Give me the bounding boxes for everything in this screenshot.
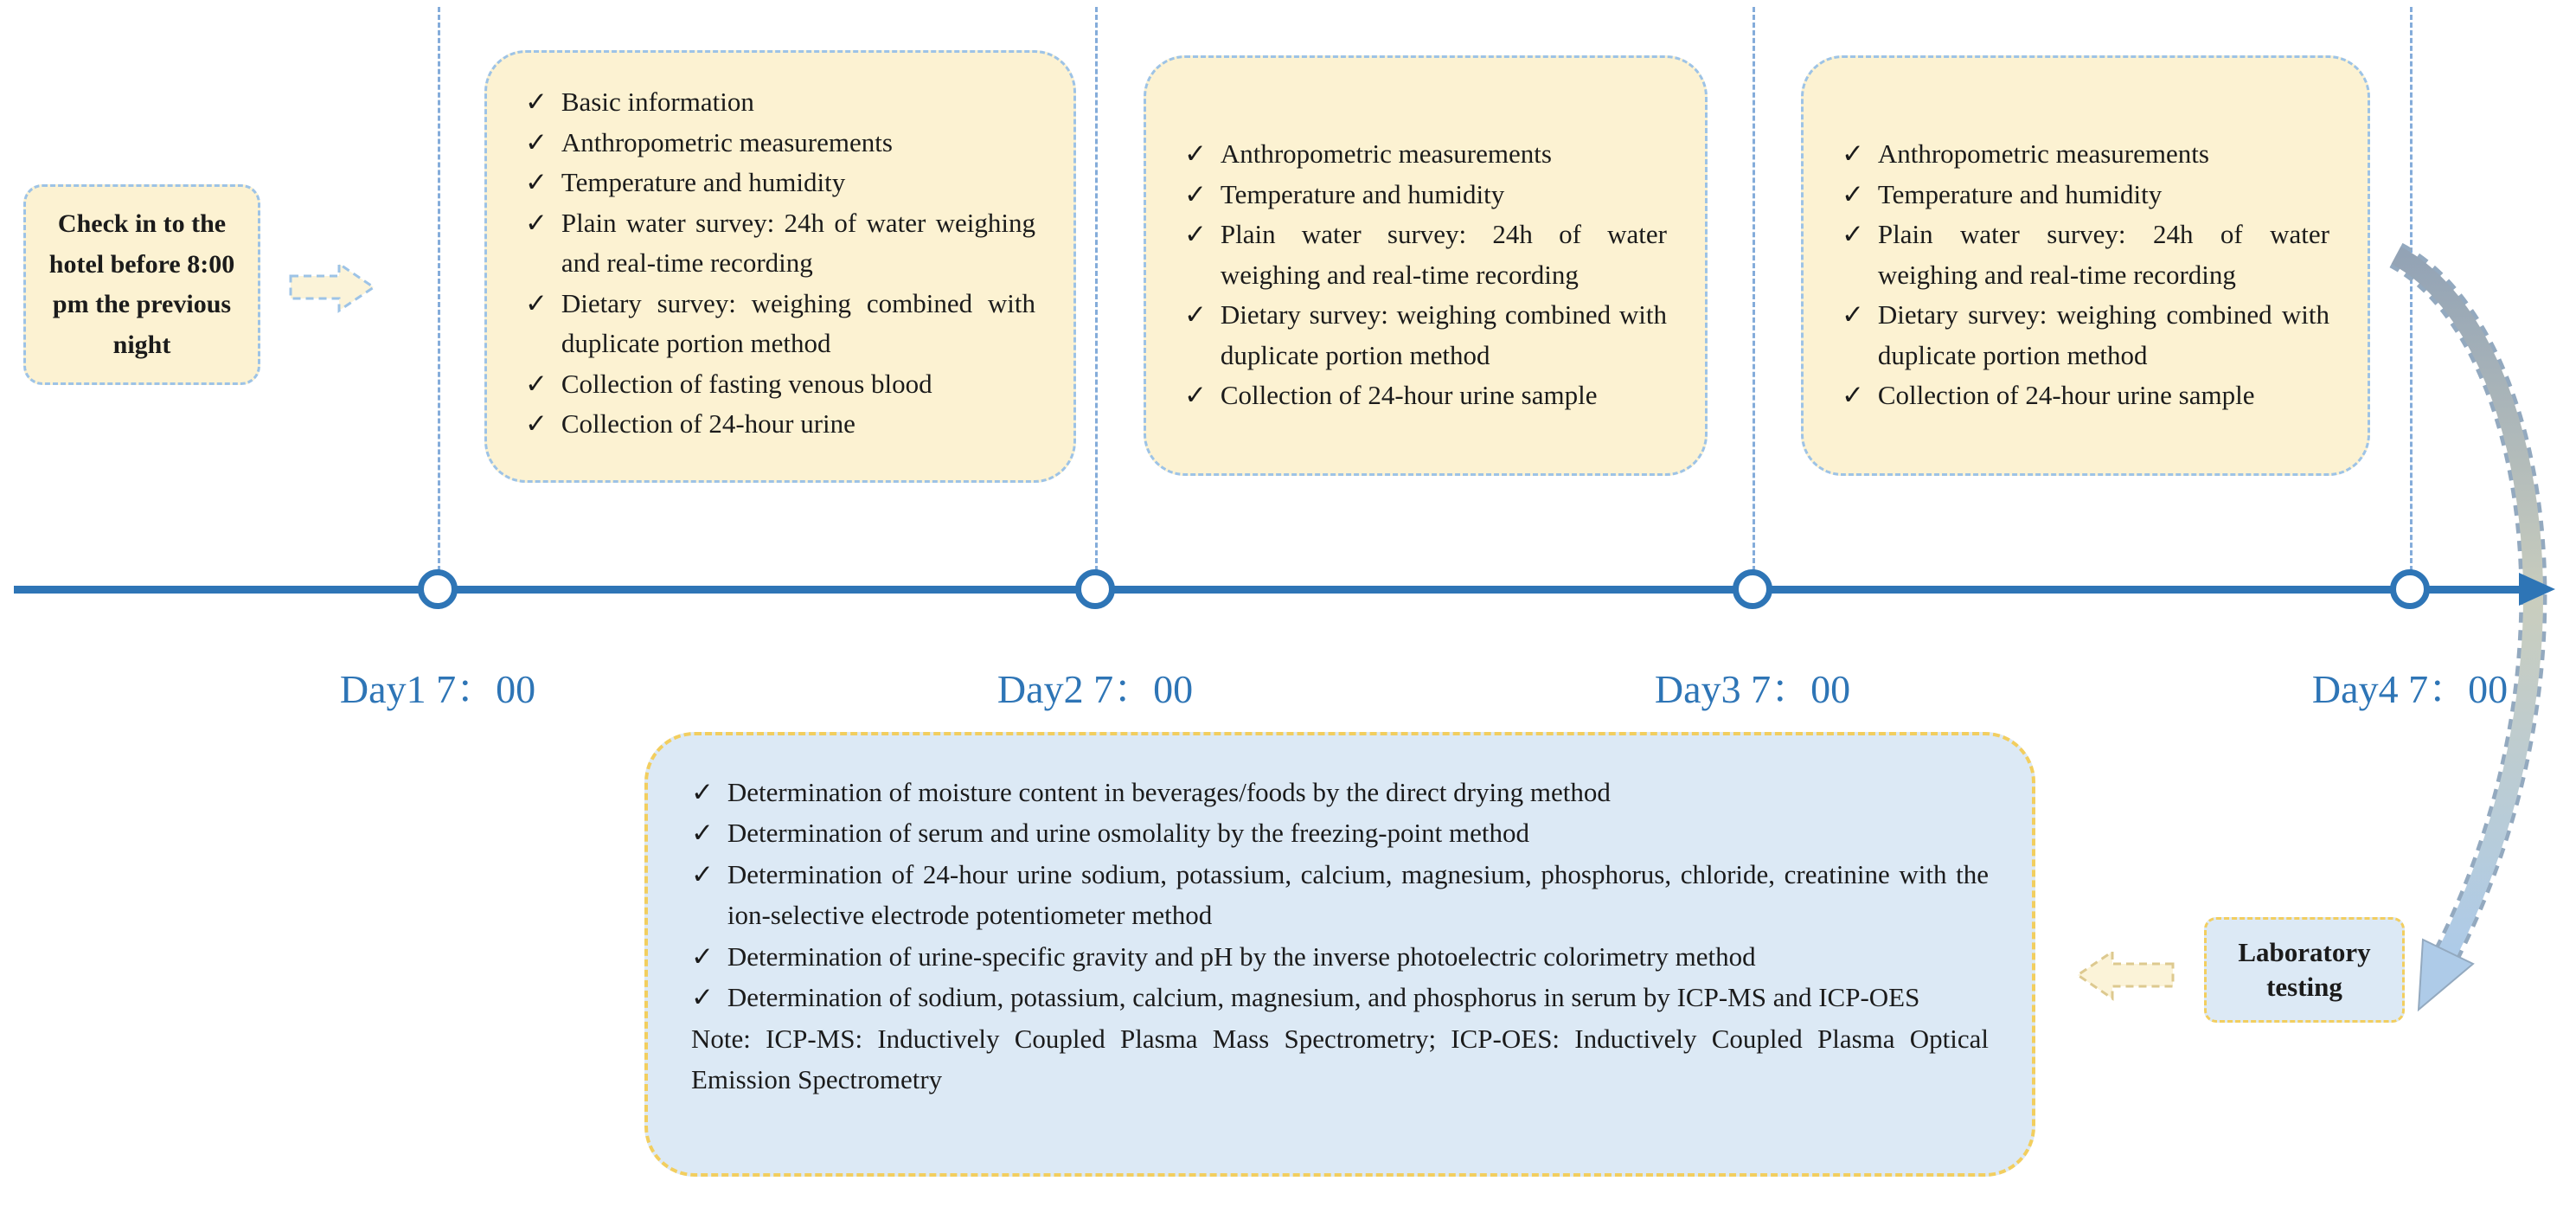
day4-dashed-guide-line	[2410, 7, 2413, 571]
checklist-item	[525, 82, 1035, 123]
day3-dashed-guide-line	[1753, 7, 1755, 571]
day1-label: Day1 7：00	[339, 667, 536, 711]
check-icon: ✓	[1184, 299, 1207, 330]
checklist-item	[1842, 295, 2329, 375]
checklist-item	[1184, 134, 1667, 175]
check-icon: ✓	[691, 777, 714, 807]
checklist-item-text: Anthropometric measurements	[1220, 138, 1552, 169]
laboratory-results-list	[691, 772, 1989, 1018]
checklist-item	[1184, 215, 1667, 295]
checklist-item	[525, 163, 1035, 203]
timeline-arrowhead-icon	[2519, 573, 2555, 606]
day3-label: Day3 7：00	[1654, 667, 1851, 711]
checklist-item	[525, 404, 1035, 445]
checklist-item-text: Anthropometric measurements	[1877, 138, 2209, 169]
check-icon: ✓	[1842, 380, 1864, 410]
check-icon: ✓	[1184, 138, 1207, 169]
check-icon: ✓	[525, 287, 548, 318]
check-icon: ✓	[1842, 138, 1864, 169]
check-icon: ✓	[1842, 219, 1864, 249]
checklist-item-text: Determination of sodium, potassium, calcium, magnesium, and phosphorus in serum by ICP-MS and ICP-OES	[727, 982, 1920, 1013]
checklist-item	[1842, 375, 2329, 416]
checklist-item	[525, 203, 1035, 284]
check-icon: ✓	[1184, 380, 1207, 410]
day1-dashed-guide-line	[438, 7, 440, 571]
checklist-item	[525, 284, 1035, 364]
checklist-item	[1184, 175, 1667, 215]
check-icon: ✓	[691, 858, 714, 889]
day2-activities-box	[1144, 55, 1708, 476]
check-icon: ✓	[525, 167, 548, 197]
checklist-item	[1184, 375, 1667, 416]
checklist-item-text: Anthropometric measurements	[561, 126, 893, 157]
checklist-item-text: Determination of 24-hour urine sodium, potassium, calcium, magnesium, phosphorus, chloride, creatinine with the ion-selective electrode potentiometer method	[727, 858, 1989, 931]
checklist-item-text: Dietary survey: weighing combined with duplicate portion method	[1877, 299, 2329, 370]
check-icon: ✓	[525, 368, 548, 399]
checklist-item	[1842, 215, 2329, 295]
left-block-arrow-icon	[2078, 952, 2173, 998]
checklist-item	[691, 977, 1989, 1017]
laboratory-results-box	[644, 732, 2035, 1177]
checklist-item	[525, 364, 1035, 405]
check-icon: ✓	[691, 818, 714, 849]
check-icon: ✓	[1184, 219, 1207, 249]
checklist-item-text: Plain water survey: 24h of water weighing and real-time recording	[1877, 219, 2329, 290]
check-icon: ✓	[1842, 299, 1864, 330]
right-block-arrow-icon	[291, 264, 374, 311]
checklist-item-text: Temperature and humidity	[1220, 178, 1505, 209]
laboratory-testing-box	[2204, 917, 2405, 1023]
day1-activities-box	[484, 50, 1076, 483]
day3-activities-box	[1801, 55, 2370, 476]
checklist-item	[691, 812, 1989, 853]
check-icon: ✓	[525, 126, 548, 157]
check-in-note-box	[23, 184, 260, 385]
checklist-item-text: Collection of 24-hour urine sample	[1220, 380, 1598, 410]
checklist-item	[691, 936, 1989, 977]
day4-label: Day4 7：00	[2311, 667, 2509, 711]
checklist-item	[1842, 175, 2329, 215]
check-icon: ✓	[525, 207, 548, 238]
timeline-node-day4	[2390, 569, 2430, 609]
checklist-item-text: Plain water survey: 24h of water weighing and real-time recording	[1220, 219, 1667, 290]
timeline-node-day3	[1733, 569, 1772, 609]
checklist-item-text: Collection of 24-hour urine sample	[1877, 380, 2255, 410]
checklist-item-text: Basic information	[561, 87, 754, 117]
checklist-item-text: Dietary survey: weighing combined with duplicate portion method	[561, 287, 1035, 358]
checklist-item-text: Dietary survey: weighing combined with duplicate portion method	[1220, 299, 1667, 370]
checklist-item	[1842, 134, 2329, 175]
checklist-item	[691, 854, 1989, 936]
check-icon: ✓	[525, 408, 548, 439]
timeline-node-day2	[1075, 569, 1115, 609]
checklist-item-text: Temperature and humidity	[1877, 178, 2163, 209]
checklist-item-text: Collection of 24-hour urine	[561, 408, 855, 439]
check-icon: ✓	[1842, 178, 1864, 209]
checklist-item-text: Collection of fasting venous blood	[561, 368, 932, 399]
checklist-item	[1184, 295, 1667, 375]
check-in-text: Check in to the hotel before 8:00 pm the previous night	[48, 209, 235, 359]
checklist-item-text: Plain water survey: 24h of water weighing and real-time recording	[561, 207, 1035, 278]
curved-flow-arrowhead-icon	[2419, 940, 2473, 1010]
check-icon: ✓	[1184, 178, 1207, 209]
check-icon: ✓	[691, 940, 714, 972]
laboratory-testing-text: Laboratory testing	[2238, 936, 2371, 1002]
check-icon: ✓	[691, 982, 714, 1013]
checklist-item-text: Determination of serum and urine osmolality by the freezing-point method	[727, 818, 1530, 849]
timeline-node-day1	[418, 569, 458, 609]
check-icon: ✓	[525, 87, 548, 117]
checklist-item-text: Temperature and humidity	[561, 167, 846, 197]
day2-dashed-guide-line	[1095, 7, 1098, 571]
checklist-item-text: Determination of moisture content in beverages/foods by the direct drying method	[727, 777, 1611, 807]
checklist-item-text: Determination of urine-specific gravity and pH by the inverse photoelectric colorimetry method	[727, 940, 1756, 972]
timeline-axis	[14, 586, 2524, 594]
checklist-item	[525, 123, 1035, 164]
icp-note-text: Note: ICP-MS: Inductively Coupled Plasma Mass Spectrometry; ICP-OES: Inductively Coupled Plasma Optical Emission Spectrometry	[691, 1023, 1989, 1094]
checklist-item	[691, 772, 1989, 812]
day2-label: Day2 7：00	[996, 667, 1194, 711]
